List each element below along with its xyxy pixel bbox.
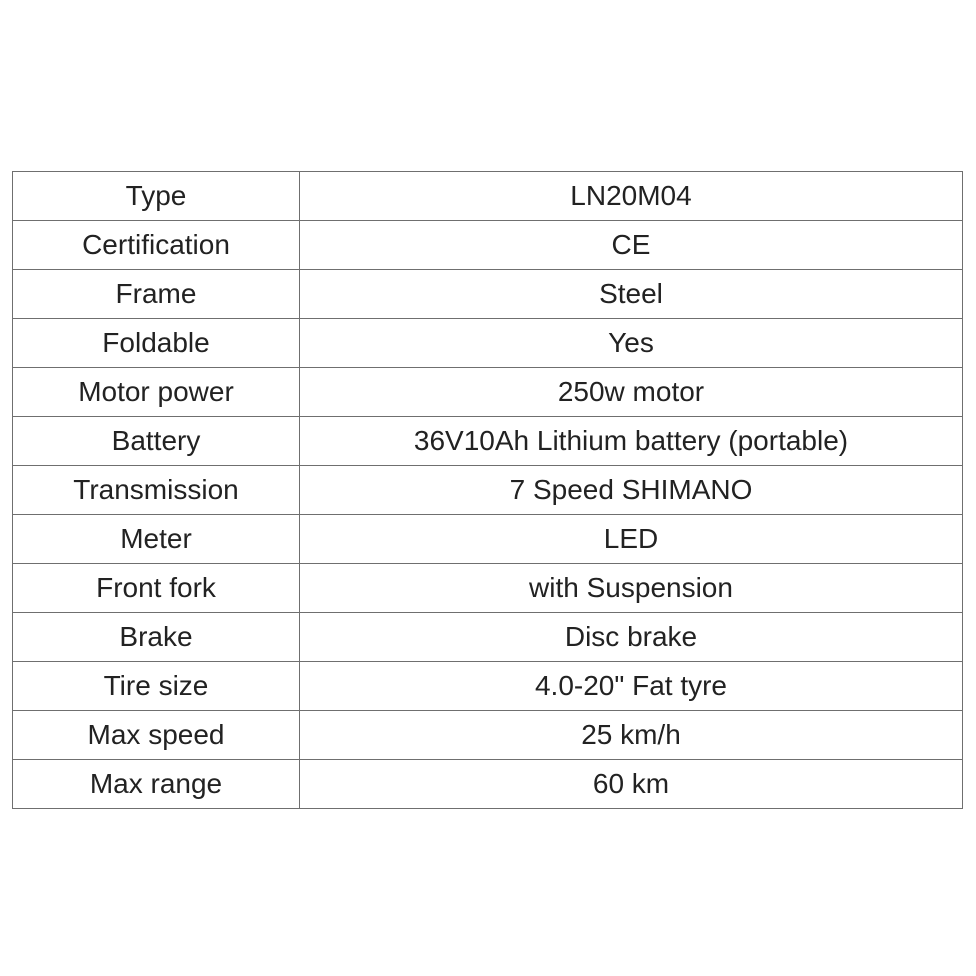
spec-label: Front fork <box>13 564 300 613</box>
spec-value: 25 km/h <box>300 711 963 760</box>
spec-value: with Suspension <box>300 564 963 613</box>
spec-label: Certification <box>13 221 300 270</box>
spec-value: LN20M04 <box>300 172 963 221</box>
spec-label: Battery <box>13 417 300 466</box>
spec-value: LED <box>300 515 963 564</box>
spec-value: Yes <box>300 319 963 368</box>
spec-label: Tire size <box>13 662 300 711</box>
spec-value: CE <box>300 221 963 270</box>
table-row <box>13 662 963 711</box>
spec-value: Disc brake <box>300 613 963 662</box>
table-row <box>13 221 963 270</box>
spec-table-body <box>13 172 963 809</box>
spec-label: Brake <box>13 613 300 662</box>
spec-label: Type <box>13 172 300 221</box>
spec-table <box>12 171 963 809</box>
table-row <box>13 564 963 613</box>
spec-value: Steel <box>300 270 963 319</box>
spec-label: Motor power <box>13 368 300 417</box>
table-row <box>13 466 963 515</box>
spec-label: Meter <box>13 515 300 564</box>
spec-label: Max speed <box>13 711 300 760</box>
spec-label: Foldable <box>13 319 300 368</box>
spec-label: Max range <box>13 760 300 809</box>
spec-value: 36V10Ah Lithium battery (portable) <box>300 417 963 466</box>
table-row <box>13 711 963 760</box>
spec-value: 250w motor <box>300 368 963 417</box>
spec-value: 60 km <box>300 760 963 809</box>
table-row <box>13 368 963 417</box>
table-row <box>13 270 963 319</box>
table-row <box>13 613 963 662</box>
table-row <box>13 417 963 466</box>
spec-value: 4.0-20" Fat tyre <box>300 662 963 711</box>
table-row <box>13 515 963 564</box>
spec-label: Frame <box>13 270 300 319</box>
table-row <box>13 172 963 221</box>
spec-label: Transmission <box>13 466 300 515</box>
spec-value: 7 Speed SHIMANO <box>300 466 963 515</box>
table-row <box>13 760 963 809</box>
table-row <box>13 319 963 368</box>
